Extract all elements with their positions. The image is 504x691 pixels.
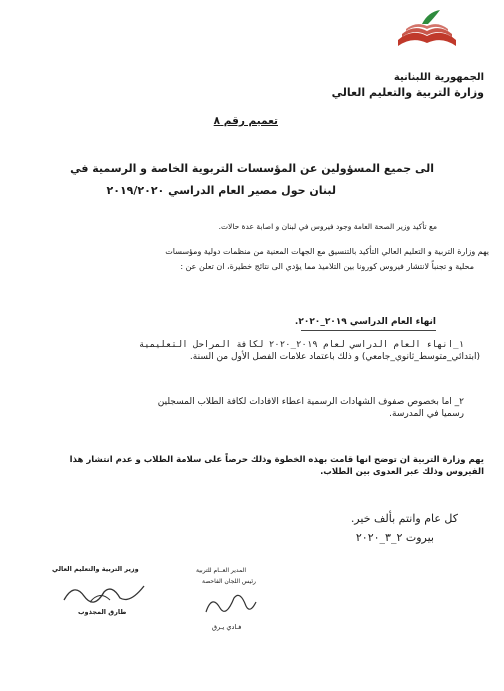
director-title-line1: المدير العــام للتربية: [196, 567, 246, 574]
circular-number: تعميم رقم ٨: [213, 115, 278, 127]
minister-name: طارق المجذوب: [78, 608, 127, 616]
minister-signature-icon: [60, 578, 150, 608]
closing-greeting: كل عام وانتم بألف خير.: [350, 512, 458, 525]
item2-line2: رسميا في المدرسة.: [389, 409, 464, 419]
document-title-line1: الى جميع المسؤولين عن المؤسسات التربوية الخاصة و الرسمية في: [70, 162, 434, 175]
director-signature-icon: [200, 588, 260, 620]
director-title-line2: رئيس اللجان الفاحصة: [202, 578, 256, 585]
note-line2: الفيروس وذلك عبر العدوى بين الطلاب.: [320, 467, 484, 477]
director-name: فـادي يـرق: [212, 623, 242, 631]
body-paragraph-line1: يهم وزارة التربية و التعليم العالي التأكيد بالتنسيق مع الجهات المعنية من منظمات دولية ومؤسسات: [165, 247, 489, 256]
document-title-line2: لبنان حول مصير العام الدراسي ٢٠١٩/٢٠٢٠: [106, 184, 336, 197]
note-line1: يهم وزارة التربية ان توضح انها قامت بهذه الخطوة وذلك حرصاً على سلامة الطلاب و عدم انتشار هذا: [69, 455, 484, 465]
item2-line1: ٢_ اما بخصوص صفوف الشهادات الرسمية اعطاء الافادات لكافة الطلاب المسجلين: [157, 397, 464, 407]
republic-title: الجمهورية اللبنانية: [393, 72, 484, 83]
ministry-logo-icon: [392, 10, 462, 58]
document-date: بيروت ٢_٣_٢٠٢٠: [355, 531, 434, 544]
section-title: انهاء العام الدراسي ٢٠١٩_٢٠٢٠.: [294, 317, 436, 327]
item1-line2: (ابتدائي_متوسط_ثانوي_جامعي) و ذلك باعتماد علامات الفصل الأول من السنة.: [189, 352, 480, 362]
minister-title: وزير التربية والتعليم العالي: [52, 565, 139, 573]
section-underline: [301, 330, 436, 331]
item1-line1: ١_انهاء العام الدراسي لعام ٢٠١٩_٢٠٢٠ لكافة المراحل التعليمية: [138, 340, 464, 350]
intro-paragraph: مع تأكيد وزير الصحة العامة وجود فيروس في لبنان و اصابة عدة حالات.: [218, 222, 437, 231]
ministry-title: وزارة التربية والتعليم العالي: [331, 86, 484, 99]
body-paragraph-line2: محلية و تجنباً لانتشار فيروس كورونا بين التلاميذ مما يؤدي الى نتائج خطيرة، ان تعلن عن :: [180, 262, 474, 271]
